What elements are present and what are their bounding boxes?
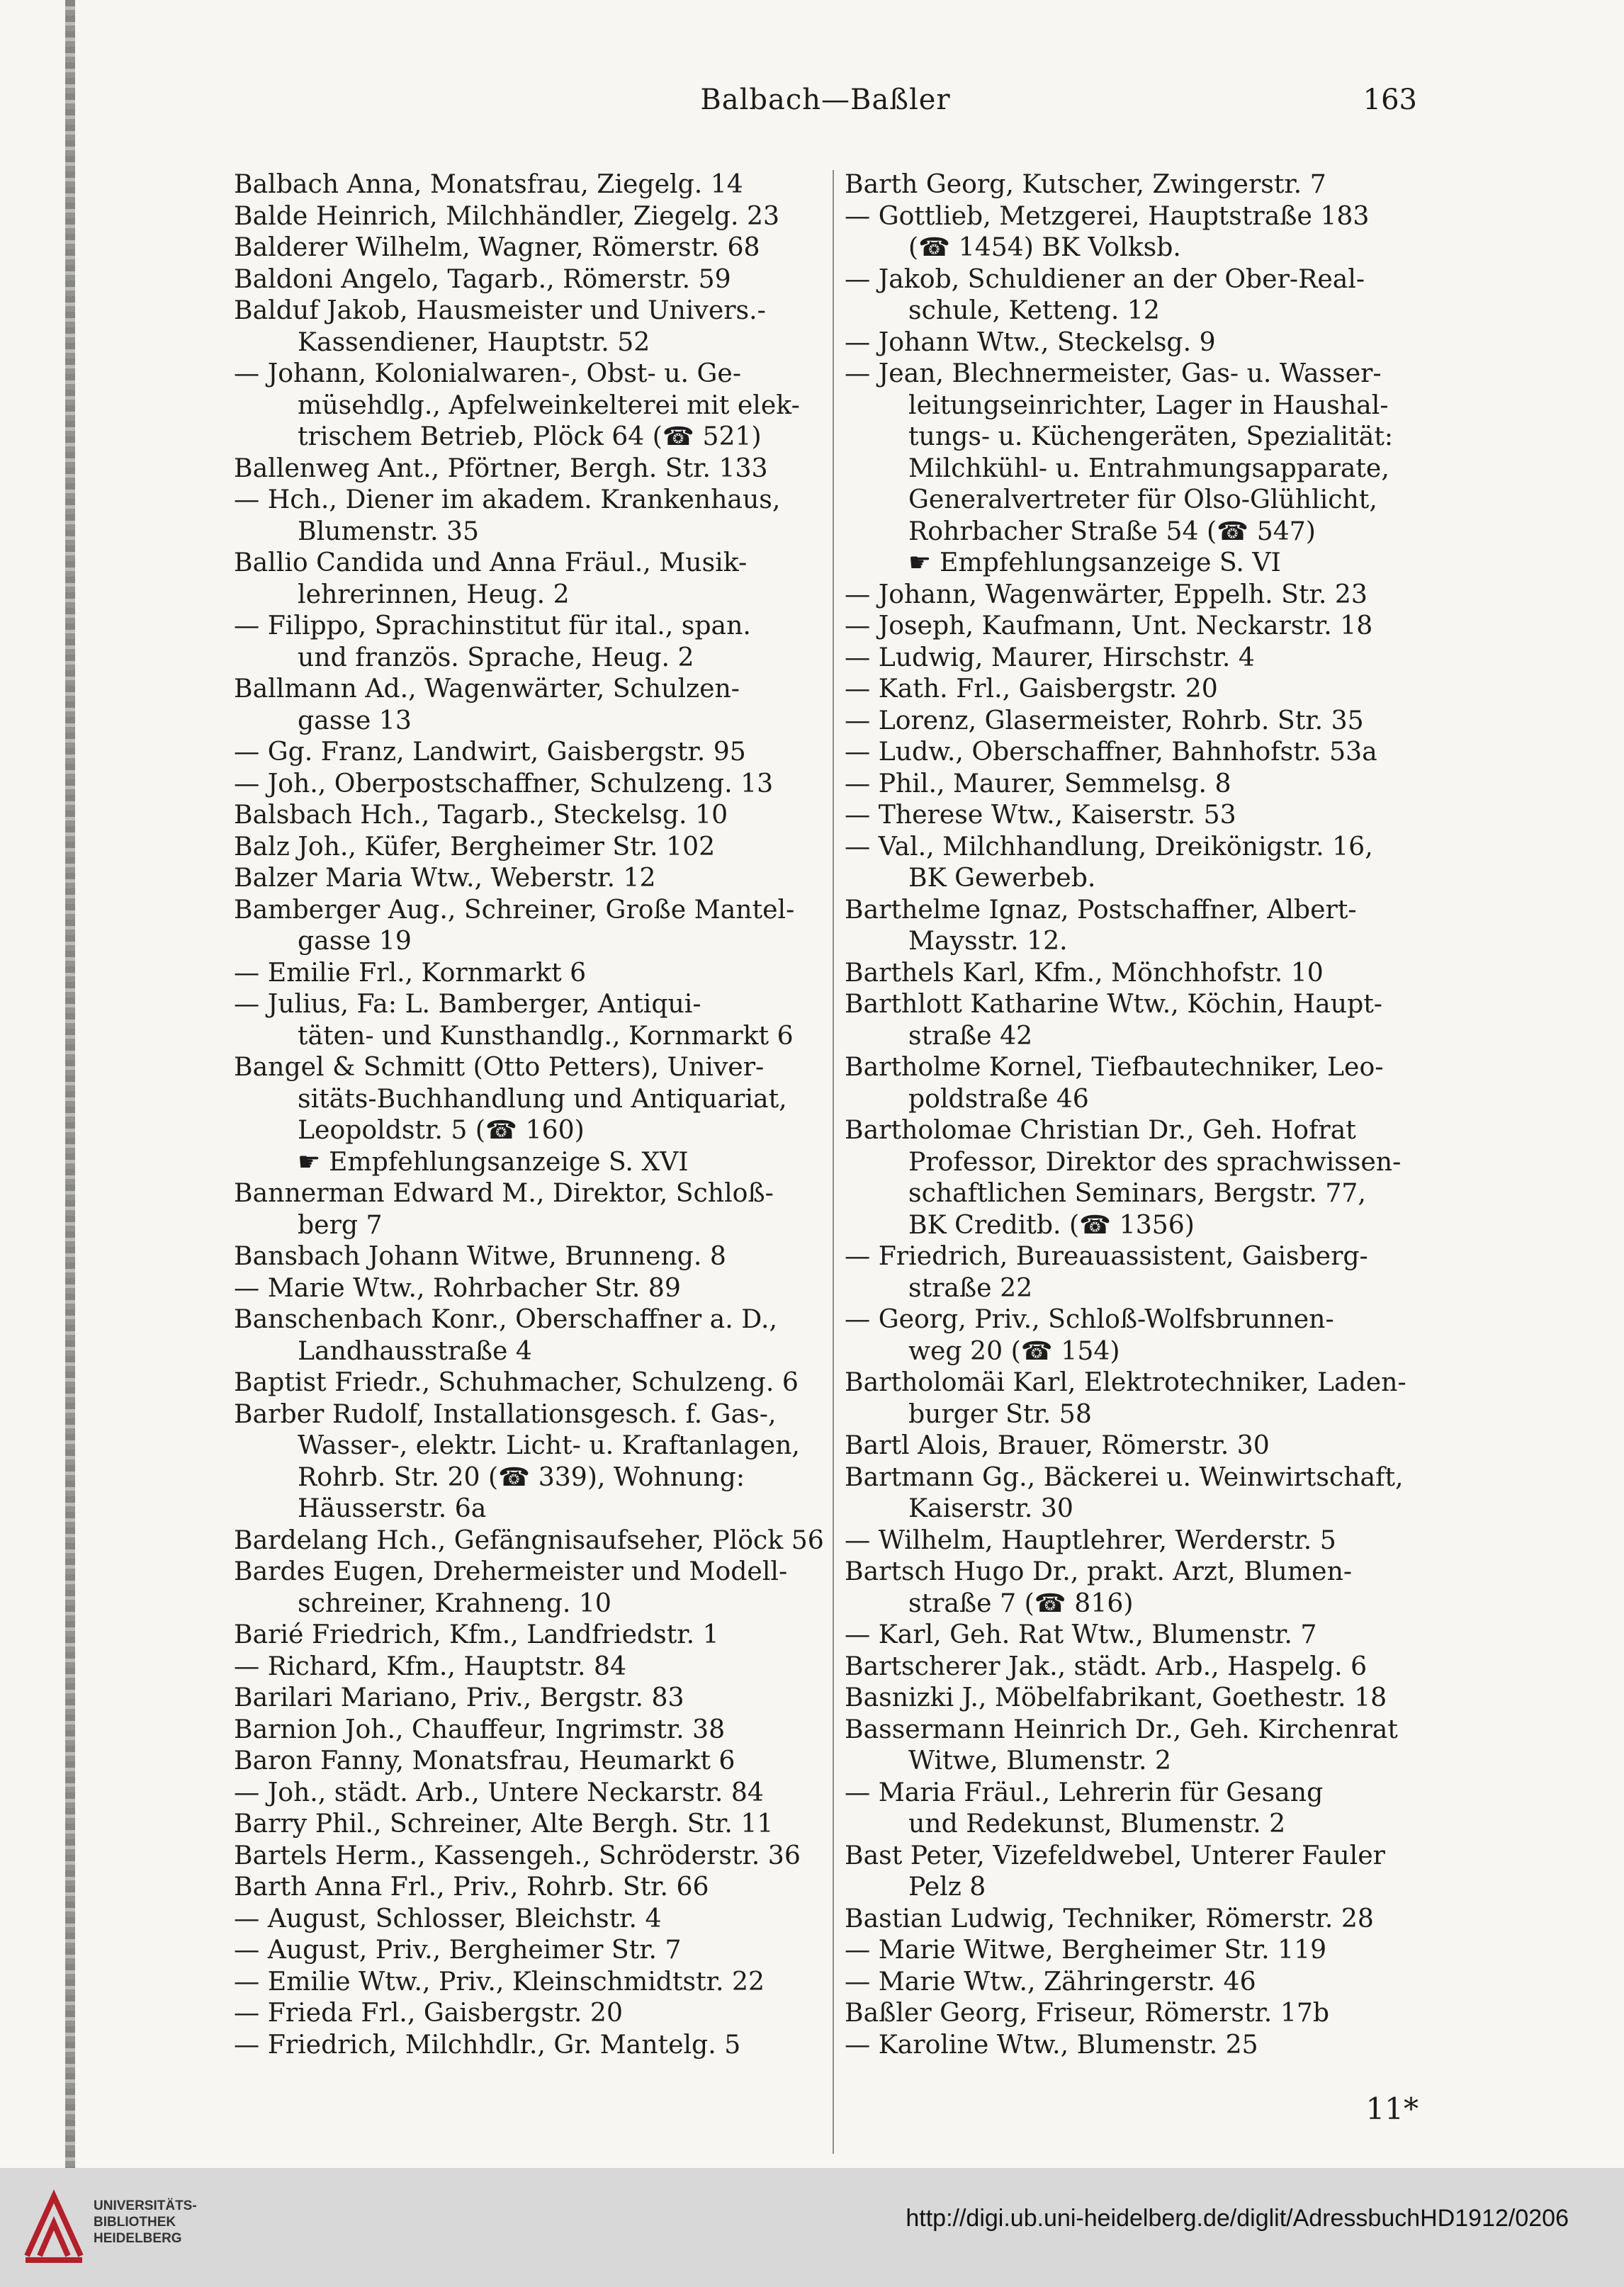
directory-line: Barth Georg, Kutscher, Zwingerstr. 7 (845, 169, 1326, 199)
directory-line: — Jean, Blechnermeister, Gas- u. Wasser- (845, 358, 1382, 388)
directory-line: schule, Ketteng. 12 (908, 295, 1160, 325)
directory-line: Baßler Georg, Friseur, Römerstr. 17b (845, 1997, 1330, 2028)
directory-line: Rohrb. Str. 20 (☎ 339), Wohnung: (298, 1461, 745, 1492)
directory-line: Bangel & Schmitt (Otto Petters), Univer- (234, 1051, 765, 1082)
directory-line: (☎ 1454) BK Volksb. (908, 232, 1181, 262)
directory-line: — Maria Fräul., Lehrerin für Gesang (845, 1776, 1324, 1807)
directory-line: lehrerinnen, Heug. 2 (298, 578, 570, 609)
directory-line: straße 22 (908, 1272, 1033, 1303)
directory-line: Blumenstr. 35 (298, 515, 479, 546)
directory-line: — August, Schlosser, Bleichstr. 4 (234, 1902, 662, 1933)
digitization-footer (0, 2168, 1624, 2287)
directory-line: und Redekunst, Blumenstr. 2 (908, 1808, 1286, 1839)
directory-line: — Gottlieb, Metzgerei, Hauptstraße 183 (845, 200, 1370, 231)
directory-line: Witwe, Blumenstr. 2 (908, 1745, 1172, 1775)
directory-line: Balduf Jakob, Hausmeister und Univers.- (234, 295, 766, 325)
directory-line: weg 20 (☎ 154) (908, 1335, 1120, 1366)
directory-line: Baldoni Angelo, Tagarb., Römerstr. 59 (234, 263, 731, 294)
directory-line: Barilari Mariano, Priv., Bergstr. 83 (234, 1682, 684, 1712)
directory-line: — Johann, Kolonialwaren-, Obst- u. Ge- (234, 358, 742, 388)
directory-line: berg 7 (298, 1209, 383, 1240)
directory-line: gasse 13 (298, 704, 412, 735)
directory-line: Banschenbach Konr., Oberschaffner a. D., (234, 1304, 777, 1334)
directory-line: — Emilie Frl., Kornmarkt 6 (234, 956, 587, 988)
directory-line: — Filippo, Sprachinstitut für ital., span. (234, 610, 751, 640)
directory-line: Balderer Wilhelm, Wagner, Römerstr. 68 (234, 232, 760, 262)
directory-line: und französ. Sprache, Heug. 2 (298, 641, 694, 672)
directory-line: Barry Phil., Schreiner, Alte Bergh. Str. 11 (234, 1808, 774, 1839)
directory-line: Bardes Eugen, Drehermeister und Modell- (234, 1556, 788, 1586)
directory-line: Bannerman Edward M., Direktor, Schloß- (234, 1178, 774, 1208)
directory-line: — Marie Witwe, Bergheimer Str. 119 (845, 1934, 1327, 1965)
directory-line: Barber Rudolf, Installationsgesch. f. Gas-, (234, 1398, 777, 1429)
directory-line: — Johann Wtw., Steckelsg. 9 (845, 326, 1216, 357)
directory-line: — Karl, Geh. Rat Wtw., Blumenstr. 7 (845, 1619, 1317, 1649)
directory-line: BK Gewerbeb. (908, 862, 1096, 893)
directory-line: — August, Priv., Bergheimer Str. 7 (234, 1934, 682, 1965)
directory-line: Bansbach Johann Witwe, Brunneng. 8 (234, 1241, 726, 1271)
directory-line: straße 42 (908, 1020, 1033, 1051)
directory-line: Bastian Ludwig, Techniker, Römerstr. 28 (845, 1902, 1374, 1933)
directory-line: schaftlichen Seminars, Bergstr. 77, (908, 1178, 1366, 1208)
page-header (234, 84, 1417, 133)
directory-line: ☛ Empfehlungsanzeige S. XVI (298, 1146, 689, 1177)
directory-line: — Georg, Priv., Schloß-Wolfsbrunnen- (845, 1304, 1334, 1334)
running-head: Balbach—Baßler (700, 84, 951, 116)
directory-line: — Val., Milchhandlung, Dreikönigstr. 16, (845, 830, 1373, 862)
directory-line: Professor, Direktor des sprachwissen- (908, 1146, 1402, 1177)
directory-line: Barthelme Ignaz, Postschaffner, Albert- (845, 893, 1357, 925)
directory-line: Bartmann Gg., Bäckerei u. Weinwirtschaft, (845, 1461, 1404, 1492)
directory-line: Barthlott Katharine Wtw., Köchin, Haupt- (845, 988, 1382, 1019)
directory-line: Balzer Maria Wtw., Weberstr. 12 (234, 862, 656, 893)
directory-line: — Karoline Wtw., Blumenstr. 25 (845, 2028, 1258, 2060)
directory-line: tungs- u. Küchengeräten, Spezialität: (908, 421, 1394, 451)
directory-line: Bast Peter, Vizefeldwebel, Unterer Fauler (845, 1839, 1385, 1870)
directory-line: Baron Fanny, Monatsfrau, Heumarkt 6 (234, 1745, 735, 1775)
directory-line: burger Str. 58 (908, 1398, 1092, 1429)
left-column (234, 169, 833, 2060)
directory-line: — Therese Wtw., Kaiserstr. 53 (845, 799, 1236, 830)
library-name-line: UNIVERSITÄTS- (94, 2198, 197, 2213)
directory-line: — Friedrich, Bureauassistent, Gaisberg- (845, 1241, 1368, 1271)
directory-line: — Emilie Wtw., Priv., Kleinschmidtstr. 22 (234, 1965, 765, 1997)
directory-line: Bassermann Heinrich Dr., Geh. Kirchenrat (845, 1713, 1398, 1744)
directory-line: — Frieda Frl., Gaisbergstr. 20 (234, 1997, 623, 2028)
source-url[interactable]: http://digi.ub.uni-heidelberg.de/diglit/AdressbuchHD1912/0206 (906, 2205, 1569, 2232)
directory-line: — Johann, Wagenwärter, Eppelh. Str. 23 (845, 578, 1368, 609)
page-number: 163 (1363, 84, 1417, 116)
directory-line: Bardelang Hch., Gefängnisaufseher, Plöck 56 (234, 1524, 824, 1555)
directory-line: Ballenweg Ant., Pförtner, Bergh. Str. 133 (234, 452, 768, 483)
directory-line: Barnion Joh., Chauffeur, Ingrimstr. 38 (234, 1713, 726, 1744)
directory-line: Bartholme Kornel, Tiefbautechniker, Leo- (845, 1051, 1384, 1082)
directory-line: Pelz 8 (908, 1871, 986, 1902)
directory-line: Balz Joh., Küfer, Bergheimer Str. 102 (234, 830, 716, 862)
directory-line: Rohrbacher Straße 54 (☎ 547) (908, 515, 1316, 546)
directory-line: Basnizki J., Möbelfabrikant, Goethestr. 18 (845, 1682, 1387, 1712)
directory-line: — Ludwig, Maurer, Hirschstr. 4 (845, 641, 1255, 672)
library-name (94, 2198, 197, 2247)
directory-line: Balde Heinrich, Milchhändler, Ziegelg. 23 (234, 200, 780, 231)
directory-line: Kassendiener, Hauptstr. 52 (298, 326, 650, 357)
library-logo-icon (20, 2186, 88, 2264)
directory-line: gasse 19 (298, 925, 412, 956)
directory-line: schreiner, Krahneng. 10 (298, 1587, 611, 1618)
directory-line: — Gg. Franz, Landwirt, Gaisbergstr. 95 (234, 736, 746, 767)
directory-line: Bartl Alois, Brauer, Römerstr. 30 (845, 1430, 1270, 1460)
directory-line: Bartholomae Christian Dr., Geh. Hofrat (845, 1114, 1356, 1145)
directory-line: Barth Anna Frl., Priv., Rohrb. Str. 66 (234, 1871, 709, 1902)
library-name-line: BIBLIOTHEK (94, 2215, 176, 2230)
directory-line: Balsbach Hch., Tagarb., Steckelsg. 10 (234, 799, 728, 830)
directory-line: Wasser-, elektr. Licht- u. Kraftanlagen, (298, 1430, 800, 1460)
directory-line: BK Creditb. (☎ 1356) (908, 1209, 1195, 1240)
column-divider (833, 170, 834, 2154)
directory-line: Bartels Herm., Kassengeh., Schröderstr. 36 (234, 1839, 801, 1870)
directory-line: trischem Betrieb, Plöck 64 (☎ 521) (298, 421, 762, 451)
directory-line: leitungseinrichter, Lager in Haushal- (908, 389, 1389, 420)
right-column (845, 169, 1443, 2060)
directory-line: Generalvertreter für Olso-Glühlicht, (908, 484, 1377, 514)
directory-line: — Marie Wtw., Zähringerstr. 46 (845, 1965, 1256, 1997)
directory-line: — Joh., Oberpostschaffner, Schulzeng. 13 (234, 767, 774, 798)
directory-line: Ballio Candida und Anna Fräul., Musik- (234, 547, 748, 577)
directory-line: — Friedrich, Milchhdlr., Gr. Mantelg. 5 (234, 2028, 741, 2060)
directory-line: Bartholomäi Karl, Elektrotechniker, Laden- (845, 1367, 1406, 1397)
directory-line: Maysstr. 12. (908, 925, 1068, 956)
directory-line: — Phil., Maurer, Semmelsg. 8 (845, 767, 1231, 798)
directory-line: Bartsch Hugo Dr., prakt. Arzt, Blumen- (845, 1556, 1353, 1586)
directory-line: — Wilhelm, Hauptlehrer, Werderstr. 5 (845, 1524, 1336, 1555)
library-name-line: HEIDELBERG (94, 2231, 182, 2246)
directory-line: — Joh., städt. Arb., Untere Neckarstr. 84 (234, 1776, 764, 1807)
directory-line: müsehdlg., Apfelweinkelterei mit elek- (298, 389, 800, 420)
directory-line: — Julius, Fa: L. Bamberger, Antiqui- (234, 988, 701, 1019)
directory-line: — Hch., Diener im akadem. Krankenhaus, (234, 484, 781, 514)
directory-line: Kaiserstr. 30 (908, 1493, 1073, 1523)
directory-line: Barié Friedrich, Kfm., Landfriedstr. 1 (234, 1619, 719, 1649)
directory-line: — Richard, Kfm., Hauptstr. 84 (234, 1650, 627, 1681)
directory-line: — Jakob, Schuldiener an der Ober-Real- (845, 263, 1365, 294)
directory-line: poldstraße 46 (908, 1083, 1089, 1114)
directory-line: Milchkühl- u. Entrahmungsapparate, (908, 452, 1389, 483)
directory-line: Barthels Karl, Kfm., Mönchhofstr. 10 (845, 956, 1324, 988)
directory-line: täten- und Kunsthandlg., Kornmarkt 6 (298, 1020, 794, 1051)
directory-line: sitäts-Buchhandlung und Antiquariat, (298, 1083, 787, 1114)
directory-line: Landhausstraße 4 (298, 1335, 532, 1366)
directory-line: — Joseph, Kaufmann, Unt. Neckarstr. 18 (845, 610, 1373, 640)
directory-line: — Lorenz, Glasermeister, Rohrb. Str. 35 (845, 704, 1364, 735)
directory-line: Bartscherer Jak., städt. Arb., Haspelg. 6 (845, 1650, 1368, 1681)
directory-line: — Kath. Frl., Gaisbergstr. 20 (845, 673, 1218, 704)
directory-line: Ballmann Ad., Wagenwärter, Schulzen- (234, 673, 740, 704)
signature-mark: 11* (1365, 2091, 1419, 2126)
directory-line: Häusserstr. 6a (298, 1493, 487, 1523)
directory-line: Leopoldstr. 5 (☎ 160) (298, 1114, 585, 1145)
directory-line: straße 7 (☎ 816) (908, 1587, 1134, 1618)
directory-line: — Ludw., Oberschaffner, Bahnhofstr. 53a (845, 736, 1377, 767)
directory-line: — Marie Wtw., Rohrbacher Str. 89 (234, 1272, 681, 1303)
binding-edge (65, 0, 75, 2168)
directory-line: ☛ Empfehlungsanzeige S. VI (908, 547, 1281, 577)
directory-line: Balbach Anna, Monatsfrau, Ziegelg. 14 (234, 169, 743, 199)
directory-line: Baptist Friedr., Schuhmacher, Schulzeng. 6 (234, 1367, 799, 1397)
directory-line: Bamberger Aug., Schreiner, Große Mantel- (234, 893, 795, 925)
